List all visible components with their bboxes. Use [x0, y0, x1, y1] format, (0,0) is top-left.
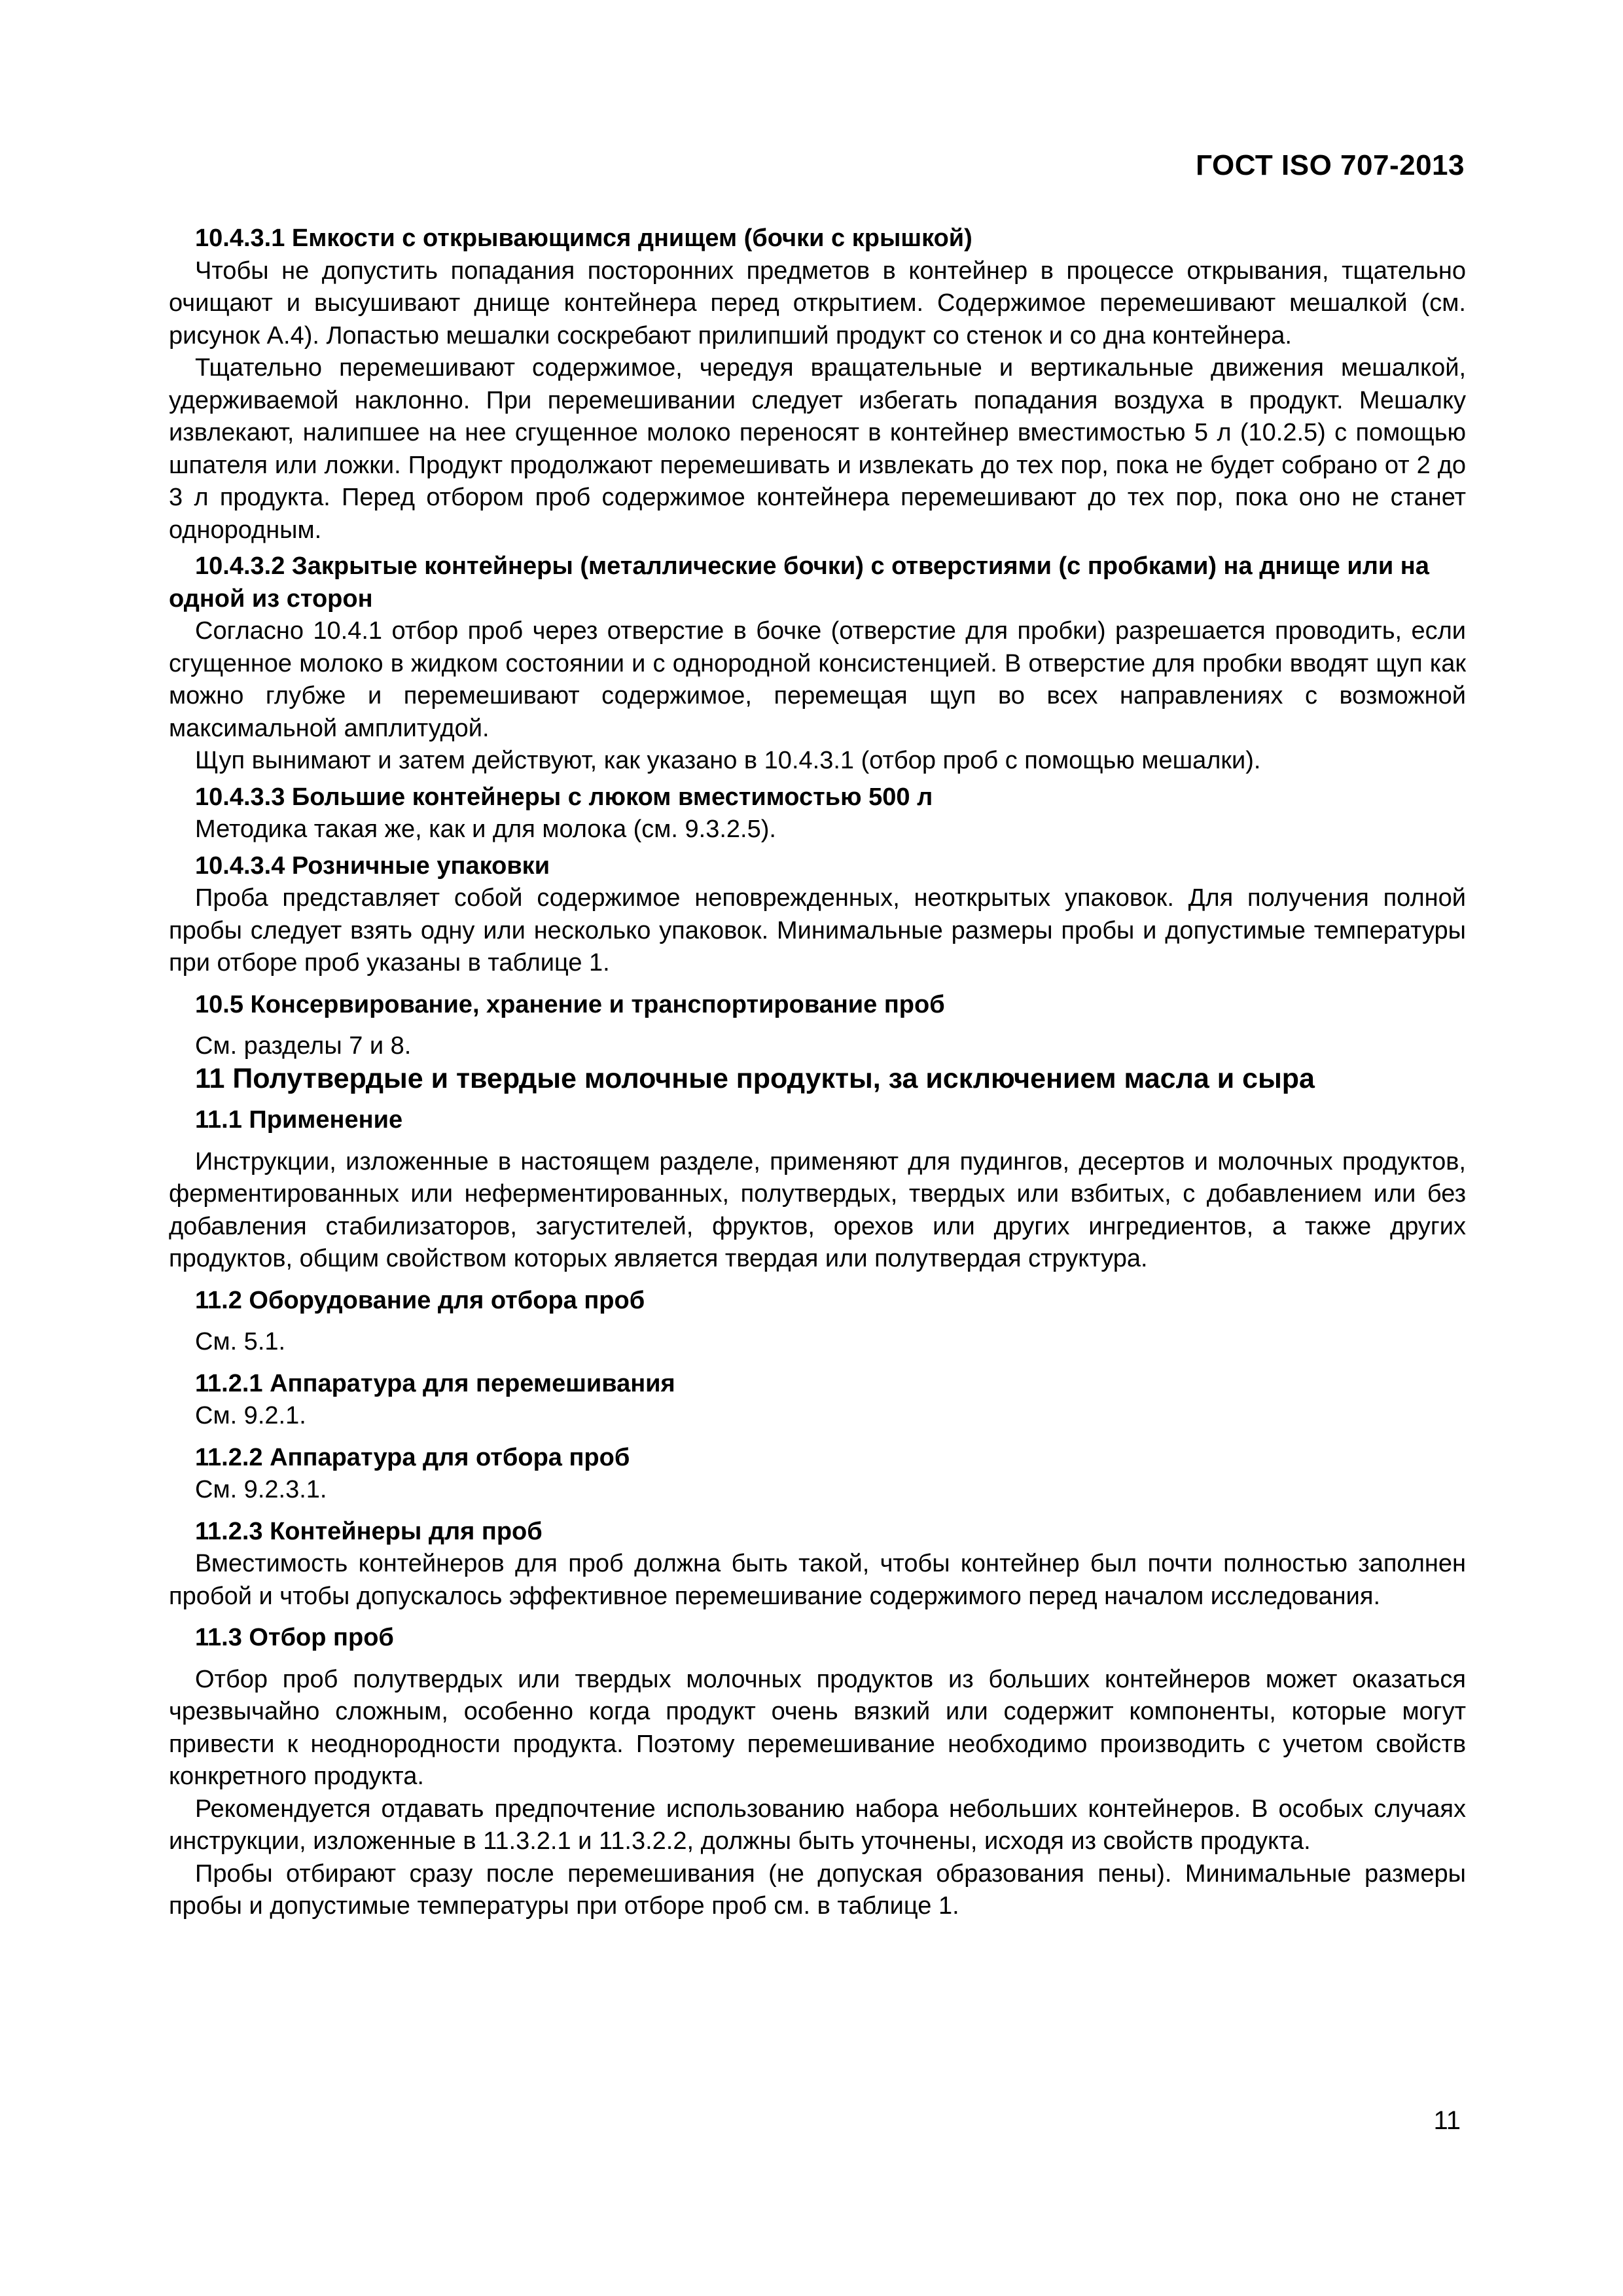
paragraph: Инструкции, изложенные в настоящем разделе, применяют для пудингов, десертов и молочных продуктов, ферментированных или неферментированных, полутвердых, твердых или взбитых, с добавлением или без добавления стабилизаторов, загустителей, фруктов, орехов или других ингредиентов, а также других продуктов, общим свойством которых является твердая или полутвердая структура. — [169, 1147, 1466, 1272]
paragraph: См. 5.1. — [195, 1328, 286, 1355]
paragraph: Щуп вынимают и затем действуют, как указано в 10.4.3.1 (отбор проб с помощью мешалки). — [195, 747, 1261, 774]
paragraph: См. разделы 7 и 8. — [195, 1032, 412, 1060]
subsection-heading: 10.4.3.3 Большие контейнеры с люком вместимостью 500 л — [195, 783, 933, 811]
subsection-heading: 10.4.3.4 Розничные упаковки — [195, 852, 550, 880]
subsection-heading: 11.1 Применение — [195, 1106, 403, 1134]
paragraph: См. 9.2.3.1. — [195, 1476, 327, 1503]
subsection-heading: 11.2.3 Контейнеры для проб — [195, 1517, 543, 1545]
paragraph: Рекомендуется отдавать предпочтение использованию набора небольших контейнеров. В особых случаях инструкции, изложенные в 11.3.2.1 и 11.3.2.2, должны быть уточнены, исходя из свойств продукта. — [169, 1795, 1466, 1855]
page-content — [169, 223, 1466, 1923]
subsection-heading: 11.3 Отбор проб — [195, 1624, 394, 1651]
paragraph: Вместимость контейнеров для проб должна быть такой, чтобы контейнер был почти полностью заполнен пробой и чтобы допускалось эффективное перемешивание содержимого перед началом исследования. — [169, 1550, 1466, 1610]
paragraph: Тщательно перемешивают содержимое, чередуя вращательные и вертикальные движения мешалкой, удерживаемой наклонно. При перемешивании следует избегать попадания воздуха в продукт. Мешалку извлекают, налипшее на нее сгущенное молоко переносят в контейнер вместимостью 5 л (10.2.5) с помощью шпателя или ложки. Продукт продолжают перемешивать и извлекать до тех пор, пока не будет собрано от 2 до 3 л продукта. Перед отбором проб содержимое контейнера перемешивают до тех пор, пока оно не станет однородным. — [169, 354, 1466, 544]
subsection-heading: 10.4.3.1 Емкости с открывающимся днищем (бочки с крышкой) — [195, 224, 972, 252]
subsection-heading: 11.2 Оборудование для отбора проб — [195, 1286, 645, 1314]
paragraph: Методика такая же, как и для молока (см. 9.3.2.5). — [195, 816, 776, 843]
subsection-heading: 10.4.3.2 Закрытые контейнеры (металлические бочки) с отверстиями (с пробками) на днище или на одной из сторон — [169, 552, 1429, 613]
document-code-header: ГОСТ ISO 707-2013 — [1196, 149, 1465, 181]
paragraph: Отбор проб полутвердых или твердых молочных продуктов из больших контейнеров может оказаться чрезвычайно сложным, особенно когда продукт очень вязкий или содержит компоненты, которые могут привести к неоднородности продукта. Поэтому перемешивание необходимо производить с учетом свойств конкретного продукта. — [169, 1665, 1466, 1790]
section-heading-11: 11 Полутвердые и твердые молочные продукты, за исключением масла и сыра — [195, 1062, 1315, 1094]
subsection-heading: 11.2.1 Аппаратура для перемешивания — [195, 1369, 675, 1397]
paragraph: Проба представляет собой содержимое неповрежденных, неоткрытых упаковок. Для получения полной пробы следует взять одну или несколько упаковок. Минимальные размеры пробы и допустимые температуры при отборе проб указаны в таблице 1. — [169, 884, 1466, 977]
paragraph: Пробы отбирают сразу после перемешивания (не допуская образования пены). Минимальные размеры пробы и допустимые температуры при отборе проб см. в таблице 1. — [169, 1859, 1466, 1920]
section-heading-10-5: 10.5 Консервирование, хранение и транспортирование проб — [195, 990, 945, 1018]
page-number: 11 — [1433, 2106, 1461, 2135]
paragraph: Чтобы не допустить попадания посторонних предметов в контейнер в процессе открывания, тщательно очищают и высушивают днище контейнера перед открытием. Содержимое перемешивают мешалкой (см. рисунок А.4). Лопастью мешалки соскребают прилипший продукт со стенок и со дна контейнера. — [169, 257, 1466, 350]
subsection-heading: 11.2.2 Аппаратура для отбора проб — [195, 1443, 630, 1471]
paragraph: См. 9.2.1. — [195, 1402, 306, 1429]
paragraph: Согласно 10.4.1 отбор проб через отверстие в бочке (отверстие для пробки) разрешается проводить, если сгущенное молоко в жидком состоянии и с однородной консистенцией. В отверстие для пробки вводят щуп как можно глубже и перемешивают содержимое, перемещая щуп во всех направлениях с возможной максимальной амплитудой. — [169, 617, 1466, 742]
